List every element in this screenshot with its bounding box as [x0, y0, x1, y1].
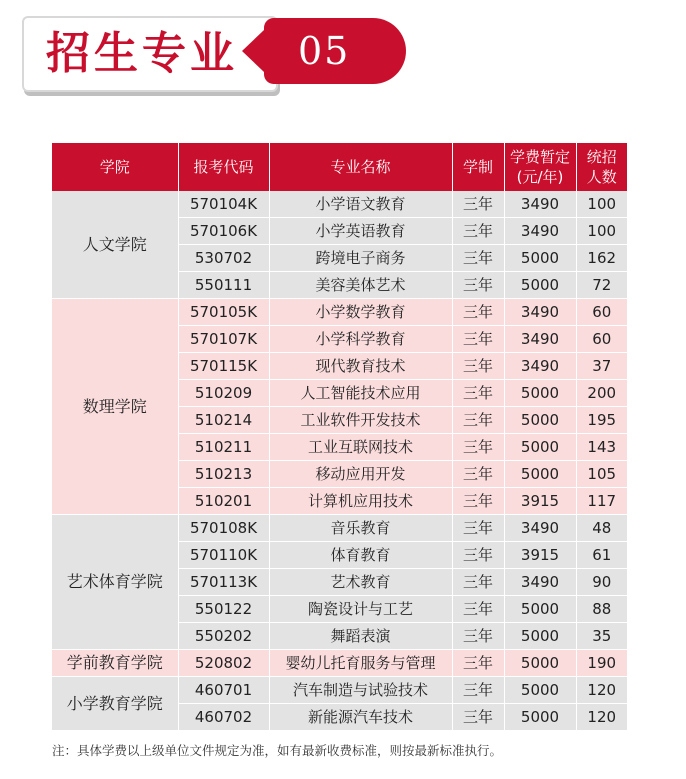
tuition-cell: 3915 [504, 488, 576, 515]
table-body [52, 191, 627, 731]
duration-cell: 三年 [452, 218, 504, 245]
code-cell: 510214 [178, 407, 269, 434]
major-cell: 新能源汽车技术 [269, 704, 452, 731]
quota-cell: 60 [576, 299, 627, 326]
major-cell: 美容美体艺术 [269, 272, 452, 299]
major-cell: 陶瓷设计与工艺 [269, 596, 452, 623]
college-cell: 学前教育学院 [52, 650, 178, 677]
code-cell: 570104K [178, 191, 269, 218]
header-tuition: 学费暂定 (元/年) [504, 143, 576, 191]
college-cell: 艺术体育学院 [52, 515, 178, 650]
tuition-cell: 3490 [504, 218, 576, 245]
header-duration: 学制 [452, 143, 504, 191]
header-college: 学院 [52, 143, 178, 191]
tuition-cell: 5000 [504, 245, 576, 272]
code-cell: 510213 [178, 461, 269, 488]
major-cell: 工业软件开发技术 [269, 407, 452, 434]
footnote: 注：具体学费以上级单位文件规定为准，如有最新收费标准，则按最新标准执行。 [52, 743, 503, 758]
code-cell: 570106K [178, 218, 269, 245]
table-row [52, 677, 627, 704]
duration-cell: 三年 [452, 272, 504, 299]
duration-cell: 三年 [452, 353, 504, 380]
quota-cell: 100 [576, 191, 627, 218]
duration-cell: 三年 [452, 569, 504, 596]
duration-cell: 三年 [452, 488, 504, 515]
major-cell: 小学英语教育 [269, 218, 452, 245]
quota-cell: 100 [576, 218, 627, 245]
duration-cell: 三年 [452, 191, 504, 218]
major-cell: 音乐教育 [269, 515, 452, 542]
tuition-cell: 3490 [504, 299, 576, 326]
major-cell: 工业互联网技术 [269, 434, 452, 461]
majors-table [52, 143, 627, 731]
quota-cell: 90 [576, 569, 627, 596]
major-cell: 小学科学教育 [269, 326, 452, 353]
duration-cell: 三年 [452, 380, 504, 407]
tuition-cell: 3490 [504, 326, 576, 353]
major-cell: 小学数学教育 [269, 299, 452, 326]
duration-cell: 三年 [452, 650, 504, 677]
header-quota: 统招 人数 [576, 143, 627, 191]
code-cell: 550202 [178, 623, 269, 650]
major-cell: 小学语文教育 [269, 191, 452, 218]
table-row [52, 191, 627, 218]
section-banner [18, 10, 418, 100]
tuition-cell: 3490 [504, 569, 576, 596]
code-cell: 510211 [178, 434, 269, 461]
quota-cell: 48 [576, 515, 627, 542]
major-cell: 婴幼儿托育服务与管理 [269, 650, 452, 677]
major-cell: 现代教育技术 [269, 353, 452, 380]
quota-cell: 195 [576, 407, 627, 434]
quota-cell: 162 [576, 245, 627, 272]
quota-cell: 105 [576, 461, 627, 488]
table-row [52, 515, 627, 542]
quota-cell: 88 [576, 596, 627, 623]
tuition-cell: 3490 [504, 191, 576, 218]
tuition-cell: 5000 [504, 677, 576, 704]
code-cell: 460702 [178, 704, 269, 731]
quota-cell: 120 [576, 677, 627, 704]
code-cell: 570110K [178, 542, 269, 569]
duration-cell: 三年 [452, 299, 504, 326]
tuition-cell: 5000 [504, 461, 576, 488]
code-cell: 570107K [178, 326, 269, 353]
code-cell: 520802 [178, 650, 269, 677]
quota-cell: 60 [576, 326, 627, 353]
code-cell: 510201 [178, 488, 269, 515]
tuition-cell: 3915 [504, 542, 576, 569]
quota-cell: 37 [576, 353, 627, 380]
major-cell: 舞蹈表演 [269, 623, 452, 650]
college-cell: 人文学院 [52, 191, 178, 299]
header-code: 报考代码 [178, 143, 269, 191]
quota-cell: 120 [576, 704, 627, 731]
major-cell: 汽车制造与试验技术 [269, 677, 452, 704]
table-row [52, 650, 627, 677]
tuition-cell: 5000 [504, 623, 576, 650]
duration-cell: 三年 [452, 596, 504, 623]
section-number-badge [264, 18, 406, 84]
code-cell: 460701 [178, 677, 269, 704]
duration-cell: 三年 [452, 326, 504, 353]
quota-cell: 143 [576, 434, 627, 461]
tuition-cell: 5000 [504, 596, 576, 623]
major-cell: 跨境电子商务 [269, 245, 452, 272]
duration-cell: 三年 [452, 677, 504, 704]
tuition-cell: 3490 [504, 353, 576, 380]
tuition-cell: 5000 [504, 704, 576, 731]
duration-cell: 三年 [452, 542, 504, 569]
tuition-cell: 5000 [504, 650, 576, 677]
duration-cell: 三年 [452, 515, 504, 542]
code-cell: 510209 [178, 380, 269, 407]
page-title: 招生专业 [46, 28, 238, 79]
tuition-cell: 3490 [504, 515, 576, 542]
title-box [22, 16, 278, 92]
tuition-cell: 5000 [504, 272, 576, 299]
major-cell: 体育教育 [269, 542, 452, 569]
major-cell: 计算机应用技术 [269, 488, 452, 515]
duration-cell: 三年 [452, 434, 504, 461]
college-cell: 数理学院 [52, 299, 178, 515]
code-cell: 550122 [178, 596, 269, 623]
tuition-cell: 5000 [504, 407, 576, 434]
duration-cell: 三年 [452, 245, 504, 272]
quota-cell: 35 [576, 623, 627, 650]
code-cell: 570113K [178, 569, 269, 596]
tuition-cell: 5000 [504, 380, 576, 407]
table-header-row [52, 143, 627, 191]
table-row [52, 299, 627, 326]
major-cell: 移动应用开发 [269, 461, 452, 488]
code-cell: 550111 [178, 272, 269, 299]
header-major: 专业名称 [269, 143, 452, 191]
quota-cell: 72 [576, 272, 627, 299]
section-number: 05 [298, 29, 351, 73]
duration-cell: 三年 [452, 461, 504, 488]
duration-cell: 三年 [452, 623, 504, 650]
quota-cell: 190 [576, 650, 627, 677]
code-cell: 570115K [178, 353, 269, 380]
code-cell: 570105K [178, 299, 269, 326]
quota-cell: 117 [576, 488, 627, 515]
quota-cell: 61 [576, 542, 627, 569]
duration-cell: 三年 [452, 407, 504, 434]
college-cell: 小学教育学院 [52, 677, 178, 731]
quota-cell: 200 [576, 380, 627, 407]
code-cell: 530702 [178, 245, 269, 272]
tuition-cell: 5000 [504, 434, 576, 461]
major-cell: 艺术教育 [269, 569, 452, 596]
major-cell: 人工智能技术应用 [269, 380, 452, 407]
duration-cell: 三年 [452, 704, 504, 731]
code-cell: 570108K [178, 515, 269, 542]
